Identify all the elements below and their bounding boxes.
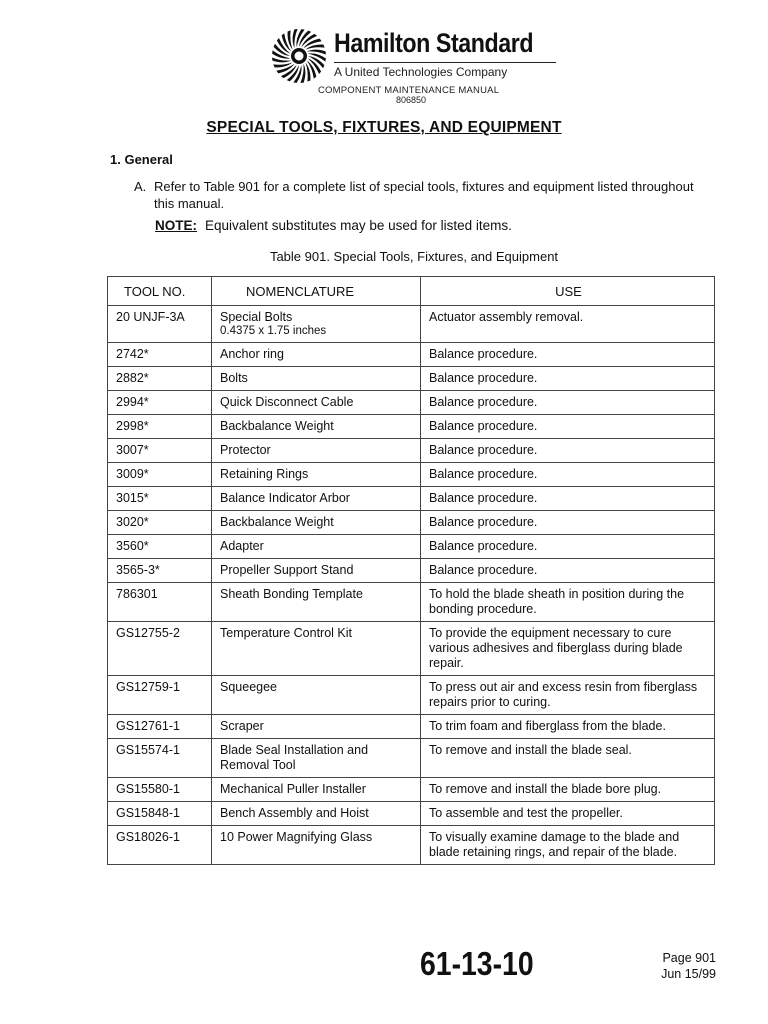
nomenclature-cell <box>212 778 421 802</box>
brand-rule <box>334 62 556 63</box>
use-cell: To remove and install the blade bore plug. <box>421 778 715 802</box>
paragraph-a <box>134 178 694 212</box>
nomenclature-cell <box>212 367 421 391</box>
use-cell: Balance procedure. <box>421 439 715 463</box>
nomenclature-cell <box>212 306 421 343</box>
page-number: Page 901 <box>662 951 716 965</box>
tool-number-cell: 3560* <box>108 535 212 559</box>
nomenclature-text: Anchor ring <box>220 347 284 361</box>
table-row <box>108 343 715 367</box>
tool-number-cell: 3015* <box>108 487 212 511</box>
document-header <box>0 22 768 112</box>
column-header-nomenclature: NOMENCLATURE <box>212 277 421 306</box>
nomenclature-text: Adapter <box>220 539 264 553</box>
nomenclature-cell <box>212 415 421 439</box>
paragraph-a-label: A. <box>134 179 147 194</box>
table-row <box>108 487 715 511</box>
nomenclature-subtext: 0.4375 x 1.75 inches <box>220 325 327 337</box>
table-row <box>108 367 715 391</box>
tool-number-cell: 2742* <box>108 343 212 367</box>
nomenclature-cell <box>212 739 421 778</box>
nomenclature-text: Sheath Bonding Template <box>220 587 363 601</box>
use-cell: Balance procedure. <box>421 511 715 535</box>
nomenclature-text: Scraper <box>220 719 264 733</box>
tool-number-cell: 786301 <box>108 583 212 622</box>
table-row <box>108 583 715 622</box>
table-caption: Table 901. Special Tools, Fixtures, and Equipment <box>269 249 559 264</box>
table-row <box>108 439 715 463</box>
nomenclature-text: Temperature Control Kit <box>220 626 353 640</box>
tool-number-cell: 3020* <box>108 511 212 535</box>
tool-number-cell: 3565-3* <box>108 559 212 583</box>
use-cell: To press out air and excess resin from fiberglass repairs prior to curing. <box>421 676 715 715</box>
nomenclature-text: Backbalance Weight <box>220 515 334 529</box>
tool-number-cell: 2998* <box>108 415 212 439</box>
use-cell: To trim foam and fiberglass from the blade. <box>421 715 715 739</box>
use-cell: Balance procedure. <box>421 535 715 559</box>
nomenclature-cell <box>212 676 421 715</box>
tool-number-cell: GS12761-1 <box>108 715 212 739</box>
nomenclature-text: Balance Indicator Arbor <box>220 491 350 505</box>
note-text: Equivalent substitutes may be used for listed items. <box>205 218 512 233</box>
tool-number-cell: 2882* <box>108 367 212 391</box>
revision-date: Jun 15/99 <box>661 967 716 981</box>
section-title: SPECIAL TOOLS, FIXTURES, AND EQUIPMENT <box>206 119 562 136</box>
nomenclature-cell <box>212 826 421 865</box>
chapter-section-code: 61-13-10 <box>420 945 534 982</box>
table-row <box>108 511 715 535</box>
table-row <box>108 715 715 739</box>
tool-number-cell: GS18026-1 <box>108 826 212 865</box>
manual-number: 806850 <box>396 95 427 105</box>
nomenclature-text: Squeegee <box>220 680 278 694</box>
nomenclature-text: Protector <box>220 443 271 457</box>
nomenclature-cell <box>212 511 421 535</box>
table-header-row <box>108 277 715 306</box>
tool-number-cell: GS15574-1 <box>108 739 212 778</box>
use-cell: Balance procedure. <box>421 343 715 367</box>
nomenclature-cell <box>212 463 421 487</box>
nomenclature-text: Propeller Support Stand <box>220 563 354 577</box>
nomenclature-text: Mechanical Puller Installer <box>220 782 366 796</box>
nomenclature-cell <box>212 622 421 676</box>
tool-number-cell: 3009* <box>108 463 212 487</box>
use-cell: To assemble and test the propeller. <box>421 802 715 826</box>
column-header-use: USE <box>421 277 715 306</box>
tool-number-cell: 2994* <box>108 391 212 415</box>
use-cell: Balance procedure. <box>421 487 715 511</box>
nomenclature-text: Quick Disconnect Cable <box>220 395 354 409</box>
nomenclature-cell <box>212 343 421 367</box>
nomenclature-text: Bench Assembly and Hoist <box>220 806 369 820</box>
nomenclature-text: 10 Power Magnifying Glass <box>220 830 373 844</box>
use-cell: Balance procedure. <box>421 391 715 415</box>
table-row <box>108 622 715 676</box>
brand-name: Hamilton Standard <box>334 28 534 58</box>
nomenclature-cell <box>212 535 421 559</box>
paragraph-a-text: Refer to Table 901 for a complete list of special tools, fixtures and equipment listed throughout this manual. <box>154 179 694 211</box>
note <box>155 218 512 233</box>
use-cell: Balance procedure. <box>421 559 715 583</box>
page-info <box>610 950 716 982</box>
table-row <box>108 535 715 559</box>
nomenclature-cell <box>212 583 421 622</box>
paragraph-heading-general: 1. General <box>110 152 173 167</box>
use-cell: To remove and install the blade seal. <box>421 739 715 778</box>
tool-number-cell: 3007* <box>108 439 212 463</box>
table-row <box>108 306 715 343</box>
use-cell: Balance procedure. <box>421 415 715 439</box>
nomenclature-cell <box>212 559 421 583</box>
use-cell: To hold the blade sheath in position during the bonding procedure. <box>421 583 715 622</box>
nomenclature-cell <box>212 391 421 415</box>
nomenclature-text: Retaining Rings <box>220 467 309 481</box>
use-cell: To provide the equipment necessary to cure various adhesives and fiberglass during blade repair. <box>421 622 715 676</box>
tool-number-cell: GS15580-1 <box>108 778 212 802</box>
hamilton-standard-logo-icon <box>270 28 328 84</box>
nomenclature-text: Backbalance Weight <box>220 419 334 433</box>
nomenclature-cell <box>212 802 421 826</box>
tool-number-cell: GS12759-1 <box>108 676 212 715</box>
tool-number-cell: GS12755-2 <box>108 622 212 676</box>
nomenclature-text: Special Bolts <box>220 310 293 324</box>
table-row <box>108 415 715 439</box>
manual-title: COMPONENT MAINTENANCE MANUAL <box>318 85 500 96</box>
tool-number-cell: GS15848-1 <box>108 802 212 826</box>
note-label: NOTE: <box>155 218 197 233</box>
table-row <box>108 739 715 778</box>
nomenclature-text: Bolts <box>220 371 248 385</box>
table-row <box>108 391 715 415</box>
column-header-tool-no: TOOL NO. <box>108 277 212 306</box>
use-cell: Balance procedure. <box>421 463 715 487</box>
tools-table <box>107 276 715 865</box>
table-row <box>108 778 715 802</box>
table-row <box>108 676 715 715</box>
nomenclature-text: Blade Seal Installation and Removal Tool <box>220 743 369 772</box>
table-row <box>108 802 715 826</box>
table-row <box>108 826 715 865</box>
use-cell: Balance procedure. <box>421 367 715 391</box>
tool-number-cell: 20 UNJF-3A <box>108 306 212 343</box>
nomenclature-cell <box>212 439 421 463</box>
use-cell: To visually examine damage to the blade and blade retaining rings, and repair of the blade. <box>421 826 715 865</box>
table-row <box>108 463 715 487</box>
use-cell: Actuator assembly removal. <box>421 306 715 343</box>
brand-tagline: A United Technologies Company <box>334 65 508 79</box>
nomenclature-cell <box>212 715 421 739</box>
nomenclature-cell <box>212 487 421 511</box>
table-row <box>108 559 715 583</box>
